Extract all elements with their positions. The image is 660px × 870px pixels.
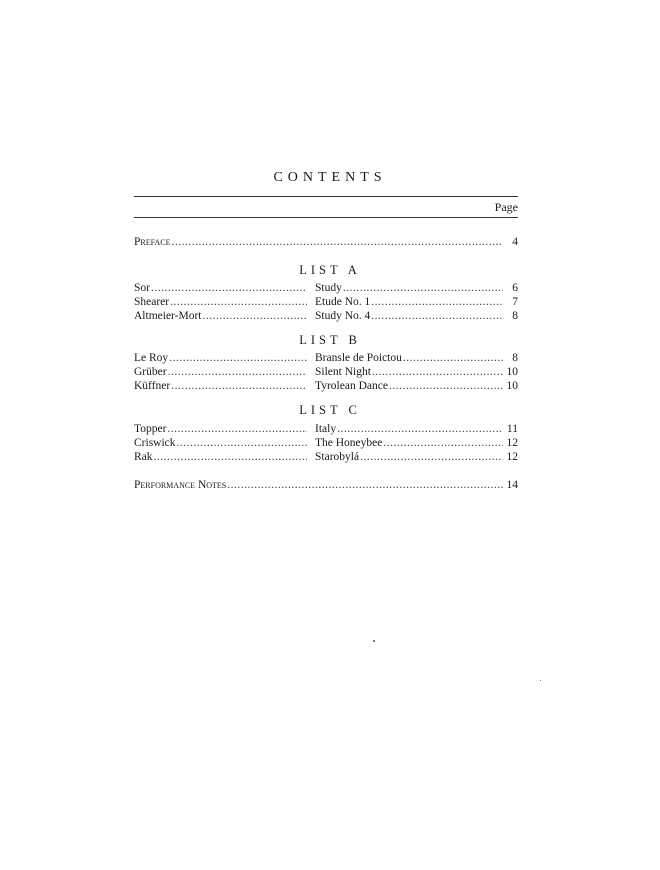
toc-piece bbox=[315, 450, 518, 464]
dot-leader bbox=[403, 351, 503, 365]
list-c-heading: LIST C bbox=[299, 403, 361, 417]
toc-piece bbox=[315, 281, 518, 295]
toc-composer bbox=[134, 379, 308, 393]
composer-name: Altmeier-Mort bbox=[134, 310, 202, 322]
piece-title: Study bbox=[315, 282, 342, 294]
toc-piece bbox=[315, 422, 518, 436]
toc-page-number: 14 bbox=[506, 479, 518, 491]
dot-leader bbox=[360, 450, 503, 464]
toc-page-number: 8 bbox=[512, 310, 518, 322]
composer-name: Grüber bbox=[134, 366, 167, 378]
toc-entry-label: Preface bbox=[134, 236, 171, 248]
toc-entry-performance-notes bbox=[134, 478, 518, 492]
toc-piece bbox=[315, 436, 518, 450]
bottom-rule bbox=[134, 217, 518, 218]
dot-leader bbox=[383, 436, 503, 450]
piece-title: Tyrolean Dance bbox=[315, 380, 388, 392]
dot-leader bbox=[371, 309, 503, 323]
dot-leader bbox=[202, 309, 307, 323]
toc-composer bbox=[134, 365, 308, 379]
toc-page-number: 12 bbox=[506, 451, 518, 463]
toc-entry-preface bbox=[134, 235, 518, 249]
toc-piece bbox=[315, 351, 518, 365]
piece-title: Etude No. 1 bbox=[315, 296, 371, 308]
page-column-label: Page bbox=[494, 200, 518, 214]
page-title: CONTENTS bbox=[273, 170, 387, 185]
toc-entry-label: Performance Notes bbox=[134, 479, 227, 491]
dot-leader bbox=[343, 281, 503, 295]
toc-composer bbox=[134, 436, 308, 450]
dot-leader bbox=[372, 365, 503, 379]
toc-page-number: 6 bbox=[512, 282, 518, 294]
dot-leader bbox=[151, 281, 307, 295]
toc-page-number: 8 bbox=[512, 352, 518, 364]
toc-page-number: 10 bbox=[506, 380, 518, 392]
dot-leader bbox=[169, 351, 307, 365]
composer-name: Topper bbox=[134, 423, 167, 435]
toc-page-number: 12 bbox=[506, 437, 518, 449]
composer-name: Le Roy bbox=[134, 352, 169, 364]
composer-name: Rak bbox=[134, 451, 153, 463]
toc-piece bbox=[315, 365, 518, 379]
dot-leader bbox=[171, 235, 503, 249]
composer-name: Sor bbox=[134, 282, 150, 294]
toc-composer bbox=[134, 450, 308, 464]
toc-piece bbox=[315, 379, 518, 393]
scan-speck bbox=[373, 640, 375, 642]
toc-composer bbox=[134, 295, 308, 309]
piece-title: Italy bbox=[315, 423, 337, 435]
piece-title: Starobylá bbox=[315, 451, 360, 463]
toc-piece bbox=[315, 295, 518, 309]
composer-name: Küffner bbox=[134, 380, 171, 392]
piece-title: Study No. 4 bbox=[315, 310, 371, 322]
top-rule bbox=[134, 196, 518, 197]
toc-piece bbox=[315, 309, 518, 323]
composer-name: Shearer bbox=[134, 296, 170, 308]
dot-leader bbox=[227, 478, 503, 492]
dot-leader bbox=[154, 450, 307, 464]
composer-name: Criswick bbox=[134, 437, 176, 449]
dot-leader bbox=[171, 379, 307, 393]
dot-leader bbox=[167, 422, 307, 436]
toc-composer bbox=[134, 422, 308, 436]
scan-speck bbox=[540, 680, 541, 681]
toc-composer bbox=[134, 351, 308, 365]
toc-page-number: 10 bbox=[506, 366, 518, 378]
toc-page-number: 7 bbox=[512, 296, 518, 308]
toc-page-number: 4 bbox=[512, 236, 518, 248]
piece-title: The Honeybee bbox=[315, 437, 383, 449]
toc-composer bbox=[134, 281, 308, 295]
toc-page-number: 11 bbox=[506, 423, 518, 435]
toc-composer bbox=[134, 309, 308, 323]
dot-leader bbox=[337, 422, 503, 436]
piece-title: Bransle de Poictou bbox=[315, 352, 402, 364]
list-a-heading: LIST A bbox=[299, 263, 361, 277]
dot-leader bbox=[170, 295, 307, 309]
dot-leader bbox=[371, 295, 503, 309]
list-b-heading: LIST B bbox=[299, 333, 361, 347]
dot-leader bbox=[177, 436, 307, 450]
dot-leader bbox=[168, 365, 307, 379]
dot-leader bbox=[389, 379, 503, 393]
piece-title: Silent Night bbox=[315, 366, 371, 378]
